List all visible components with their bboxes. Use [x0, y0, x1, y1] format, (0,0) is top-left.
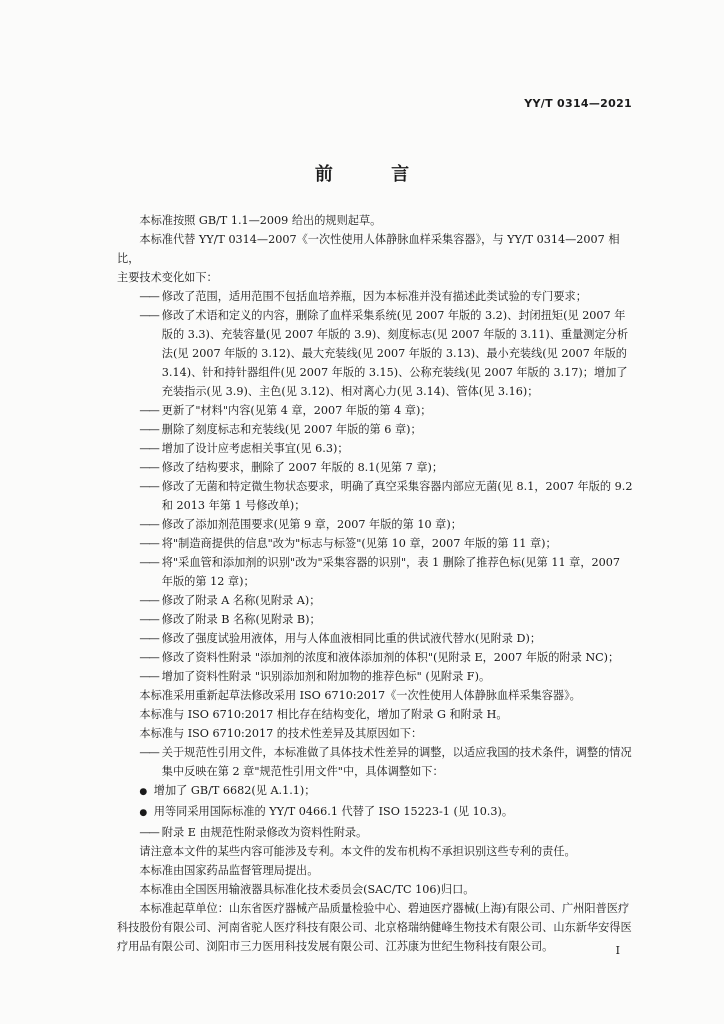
- change-list-item: [117, 420, 634, 439]
- standard-code: YY/T 0314—2021: [524, 97, 632, 110]
- page-title: 前 言: [314, 164, 436, 185]
- list-item-text: 将"采血管和添加剂的识别"改为"采集容器的识别"，表 1 删除了推荐色标(见第 11 章，2007 年版的第 12 章)；: [161, 556, 620, 588]
- change-list-item: [117, 287, 634, 306]
- list-item-text: 修改了术语和定义的内容，删除了血样采集系统(见 2007 年版的 3.2)、封闭扭矩(见 2007 年版的 3.3)、充装容量(见 2007 年版的 3.9)、刻度标志(见 2007 年版的 3.11)、重量测定分析法(见 2007 年版的 3.12)、最大充装线(见 2007 年版的 3.13)、最小充装线(见 2007 年版的 3.14)、针和持针器组件(见 2007 年版的 3.15)、公称充装线(见 2007 年版的 3.17)；增加了充装指示(见 3.9)、主色(见 3.12)、相对离心力(见 3.14)、管体(见 3.16)；: [161, 309, 629, 398]
- change-list-item: [117, 439, 634, 458]
- list-item-text: 修改了资料性附录 "添加剂的浓度和液体添加剂的体积"(见附录 E，2007 年版的附录 NC)；: [161, 651, 620, 664]
- change-list-item: [117, 743, 634, 781]
- change-list-item: [117, 610, 634, 629]
- em-dash-marker: ——: [139, 461, 158, 474]
- list-item-text: 关于规范性引用文件，本标准做了具体技术性差异的调整，以适应我国的技术条件，调整的情况集中反映在第 2 章"规范性引用文件"中，具体调整如下：: [161, 746, 632, 778]
- change-list-item: [117, 515, 634, 534]
- em-dash-marker: ——: [139, 746, 158, 759]
- change-list-item: [117, 823, 634, 842]
- em-dash-marker: ——: [139, 423, 158, 436]
- bullet-icon: ●: [139, 808, 148, 818]
- body-paragraph: 请注意本文件的某些内容可能涉及专利。本文件的发布机构不承担识别这些专利的责任。: [139, 845, 576, 858]
- change-list-item: [117, 458, 634, 477]
- body-paragraph: 本标准由全国医用输液器具标准化技术委员会(SAC/TC 106)归口。: [139, 883, 475, 896]
- list-item-text: 修改了添加剂范围要求(见第 9 章，2007 年版的第 10 章)；: [161, 518, 462, 531]
- change-list-item: [117, 306, 634, 401]
- change-list-item: [117, 534, 634, 553]
- body-paragraph: 本标准由国家药品监督管理局提出。: [139, 864, 319, 877]
- change-list-item: [117, 591, 634, 610]
- em-dash-marker: ——: [139, 670, 158, 683]
- em-dash-marker: ——: [139, 826, 158, 839]
- em-dash-marker: ——: [139, 537, 158, 550]
- list-item-text: 删除了刻度标志和充装线(见 2007 年版的第 6 章)；: [161, 423, 422, 436]
- page-number: I: [615, 944, 620, 957]
- change-list-item: [117, 629, 634, 648]
- body-paragraph: 本标准按照 GB/T 1.1—2009 给出的规则起草。: [139, 214, 382, 227]
- change-list-item: [117, 401, 634, 420]
- body-paragraph: 本标准与 ISO 6710:2017 的技术性差异及其原因如下：: [139, 727, 423, 740]
- list-item-text: 修改了附录 B 名称(见附录 B)；: [161, 613, 321, 626]
- body-paragraph: 主要技术变化如下：: [117, 271, 218, 284]
- em-dash-marker: ——: [139, 290, 158, 303]
- change-list-item: [117, 667, 634, 686]
- em-dash-marker: ——: [139, 651, 158, 664]
- em-dash-marker: ——: [139, 594, 158, 607]
- list-item-text: 用等同采用国际标准的 YY/T 0466.1 代替了 ISO 15223-1 (见 10.3)。: [153, 805, 514, 818]
- change-list-item: [117, 553, 634, 591]
- change-list-item: [117, 477, 634, 515]
- em-dash-marker: ——: [139, 518, 158, 531]
- bullet-icon: ●: [139, 787, 148, 797]
- list-item-text: 更新了"材料"内容(见第 4 章，2007 年版的第 4 章)；: [161, 404, 432, 417]
- em-dash-marker: ——: [139, 613, 158, 626]
- list-item-text: 增加了资料性附录 "识别添加剂和附加物的推荐色标" (见附录 F)。: [161, 670, 491, 683]
- body-paragraph: 本标准代替 YY/T 0314—2007《一次性使用人体静脉血样采集容器》，与 YY/T 0314—2007 相比，: [117, 233, 620, 265]
- bullet-list-item: [117, 781, 634, 802]
- list-item-text: 修改了结构要求，删除了 2007 年版的 8.1(见第 7 章)；: [161, 461, 444, 474]
- list-item-text: 增加了 GB/T 6682(见 A.1.1)；: [153, 784, 316, 797]
- list-item-text: 将"制造商提供的信息"改为"标志与标签"(见第 10 章，2007 年版的第 11 章)；: [161, 537, 557, 550]
- bullet-list-item: [117, 802, 634, 823]
- list-item-text: 修改了范围，适用范围不包括血培养瓶，因为本标准并没有描述此类试验的专门要求；: [161, 290, 587, 303]
- body-paragraph: 本标准与 ISO 6710:2017 相比存在结构变化，增加了附录 G 和附录 H。: [139, 708, 508, 721]
- list-item-text: 附录 E 由规范性附录修改为资料性附录。: [161, 826, 368, 839]
- list-item-text: 增加了设计应考虑相关事宜(见 6.3)；: [161, 442, 349, 455]
- em-dash-marker: ——: [139, 309, 158, 322]
- em-dash-marker: ——: [139, 632, 158, 645]
- list-item-text: 修改了附录 A 名称(见附录 A)；: [161, 594, 321, 607]
- body-paragraph: 本标准采用重新起草法修改采用 ISO 6710:2017《一次性使用人体静脉血样采集容器》。: [139, 689, 581, 702]
- em-dash-marker: ——: [139, 404, 158, 417]
- foreword-body: [117, 211, 634, 956]
- list-item-text: 修改了强度试验用液体，用与人体血液相同比重的供试液代替水(见附录 D)；: [161, 632, 542, 645]
- em-dash-marker: ——: [139, 442, 158, 455]
- list-item-text: 修改了无菌和特定微生物状态要求，明确了真空采集容器内部应无菌(见 8.1，2007 年版的 9.2 和 2013 年第 1 号修改单)；: [161, 480, 633, 512]
- em-dash-marker: ——: [139, 556, 158, 569]
- change-list-item: [117, 648, 634, 667]
- body-paragraph: 本标准起草单位：山东省医疗器械产品质量检验中心、碧迪医疗器械(上海)有限公司、广州阳普医疗科技股份有限公司、河南省驼人医疗科技有限公司、北京格瑞纳健峰生物技术有限公司、山东新华安得医疗用品有限公司、浏阳市三力医用科技发展有限公司、江苏康为世纪生物科技有限公司。: [117, 902, 632, 953]
- em-dash-marker: ——: [139, 480, 158, 493]
